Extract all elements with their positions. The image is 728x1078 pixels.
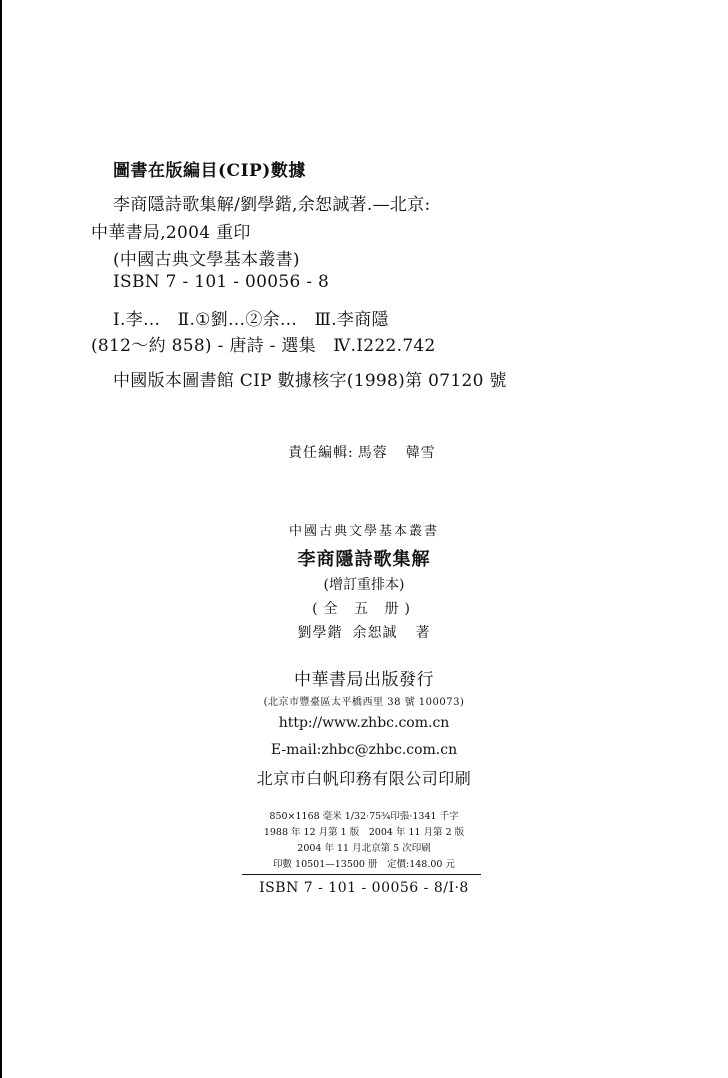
publisher-address: (北京市豐臺區太平橋西里 38 號 100073) xyxy=(263,697,465,708)
publisher-url: http://www.zhbc.com.cn xyxy=(278,715,450,731)
printing-info: 2004 年 11 月北京第 5 次印刷 xyxy=(297,843,431,854)
authors-line xyxy=(0,622,728,642)
cip-publisher-line: 中華書局,2004 重印 xyxy=(91,223,251,243)
edition-dates: 1988 年 12 月第 1 版 2004 年 11 月第 2 版 xyxy=(263,827,465,838)
editor-name: 韓雪 xyxy=(405,445,436,461)
isbn-footer: ISBN 7 - 101 - 00056 - 8/I·8 xyxy=(259,880,469,896)
cip-record-number: 中國版本圖書館 CIP 數據核字(1998)第 07120 號 xyxy=(113,371,507,391)
author-verb: 著 xyxy=(415,625,431,641)
edition-note: (增訂重排本) xyxy=(323,577,405,593)
divider-rule xyxy=(242,874,481,875)
editors-label: 責任編輯: xyxy=(288,445,354,461)
editor-name: 馬蓉 xyxy=(357,445,388,461)
publisher-name: 中華書局出版發行 xyxy=(294,670,434,690)
responsible-editors xyxy=(288,442,436,462)
author-name: 劉學鍇 xyxy=(297,625,343,641)
publisher-email: E-mail:zhbc@zhbc.com.cn xyxy=(270,742,458,758)
cip-subject-line: Ⅰ.李… Ⅱ.①劉…②余… Ⅲ.李商隱 xyxy=(113,310,389,330)
cip-heading: 圖書在版編目(CIP)數據 xyxy=(113,161,306,181)
cip-series-line: (中國古典文學基本叢書) xyxy=(113,250,300,270)
author-name: 余恕誠 xyxy=(352,625,398,641)
series-name: 中國古典文學基本叢書 xyxy=(288,524,439,539)
print-run-price: 印數 10501—13500 册 定價:148.00 元 xyxy=(273,859,455,870)
book-title: 李商隱詩歌集解 xyxy=(297,549,431,570)
page-left-border xyxy=(0,0,2,1078)
cip-title-line: 李商隱詩歌集解/劉學鍇,余恕誠著.—北京: xyxy=(113,195,431,215)
cip-classification-line: (812～約 858) - 唐詩 - 選集 Ⅳ.I222.742 xyxy=(91,336,436,356)
volume-count: (全 五 册) xyxy=(312,601,416,617)
printer-name: 北京市白帆印務有限公司印刷 xyxy=(256,769,472,788)
format-spec: 850×1168 毫米 1/32·75¾印張·1341 千字 xyxy=(269,811,459,822)
cip-isbn-line: ISBN 7 - 101 - 00056 - 8 xyxy=(113,272,330,292)
